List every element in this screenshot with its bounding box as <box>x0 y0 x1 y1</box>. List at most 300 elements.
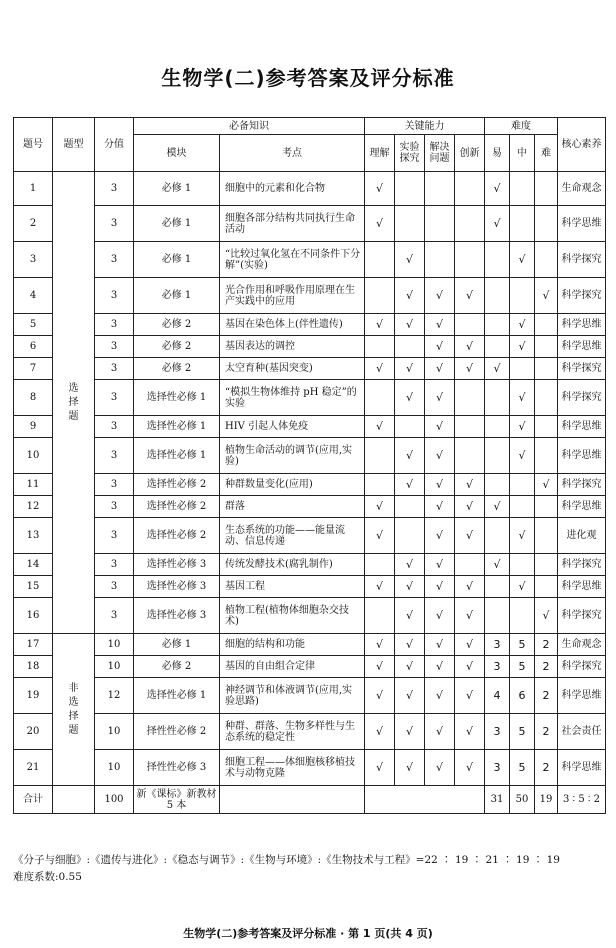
ability-understand: √ <box>365 314 395 336</box>
ability-solve: √ <box>425 474 455 496</box>
ability-solve: √ <box>425 634 455 656</box>
table-row <box>14 678 606 714</box>
question-number: 5 <box>14 314 53 336</box>
table-row <box>14 656 606 678</box>
knowledge-point: 基因表达的调控 <box>220 336 365 358</box>
ability-innovate: √ <box>455 634 485 656</box>
ability-solve: √ <box>425 576 455 598</box>
ability-innovate: √ <box>455 518 485 554</box>
difficulty-easy: √ <box>485 554 510 576</box>
header-hard: 难 <box>535 135 558 172</box>
ability-understand: √ <box>365 518 395 554</box>
literacy-cell: 进化观 <box>558 518 606 554</box>
ability-understand: √ <box>365 634 395 656</box>
knowledge-point: “比较过氧化氢在不同条件下分解”(实验) <box>220 242 365 278</box>
question-number: 6 <box>14 336 53 358</box>
ability-solve: √ <box>425 750 455 786</box>
table-row <box>14 380 606 416</box>
difficulty-easy: √ <box>485 206 510 242</box>
difficulty-easy: 3 <box>485 750 510 786</box>
ability-understand: √ <box>365 172 395 206</box>
score-cell: 3 <box>95 438 134 474</box>
question-number: 10 <box>14 438 53 474</box>
ability-innovate <box>455 242 485 278</box>
table-row <box>14 576 606 598</box>
question-number: 16 <box>14 598 53 634</box>
difficulty-easy: 3 <box>485 634 510 656</box>
ability-experiment: √ <box>395 554 425 576</box>
literacy-cell: 科学思维 <box>558 496 606 518</box>
ability-understand: √ <box>365 358 395 380</box>
module-cell: 选择性必修 3 <box>134 576 220 598</box>
score-cell: 3 <box>95 518 134 554</box>
question-number: 19 <box>14 678 53 714</box>
header-type: 题型 <box>53 118 95 172</box>
literacy-cell: 生命观念 <box>558 634 606 656</box>
ability-understand <box>365 336 395 358</box>
ability-solve: √ <box>425 314 455 336</box>
header-qno: 题号 <box>14 118 53 172</box>
difficulty-mid <box>510 496 535 518</box>
question-number: 1 <box>14 172 53 206</box>
ability-understand <box>365 598 395 634</box>
header-easy: 易 <box>485 135 510 172</box>
module-cell: 必修 2 <box>134 336 220 358</box>
difficulty-hard <box>535 416 558 438</box>
score-cell: 12 <box>95 678 134 714</box>
table-row <box>14 598 606 634</box>
module-cell: 选择性必修 1 <box>134 416 220 438</box>
header-difficulty: 难度 <box>485 118 558 135</box>
ability-solve: √ <box>425 278 455 314</box>
score-cell: 3 <box>95 206 134 242</box>
ability-innovate <box>455 314 485 336</box>
difficulty-easy <box>485 242 510 278</box>
knowledge-point: “模拟生物体维持 pH 稳定”的实验 <box>220 380 365 416</box>
difficulty-easy: 3 <box>485 656 510 678</box>
module-cell: 必修 1 <box>134 242 220 278</box>
table-row <box>14 336 606 358</box>
difficulty-hard <box>535 438 558 474</box>
table-row <box>14 206 606 242</box>
difficulty-mid: 5 <box>510 634 535 656</box>
header-innovate: 创新 <box>455 135 485 172</box>
ability-innovate <box>455 554 485 576</box>
difficulty-easy <box>485 438 510 474</box>
table-row <box>14 474 606 496</box>
question-number: 20 <box>14 714 53 750</box>
total-point <box>220 786 365 814</box>
ability-innovate: √ <box>455 358 485 380</box>
ability-understand <box>365 278 395 314</box>
table-row <box>14 416 606 438</box>
knowledge-point: 植物生命活动的调节(应用,实验) <box>220 438 365 474</box>
ability-solve: √ <box>425 496 455 518</box>
page-title: 生物学(二)参考答案及评分标准 <box>161 66 455 90</box>
total-label: 合计 <box>14 786 53 814</box>
ability-experiment: √ <box>395 714 425 750</box>
ability-solve: √ <box>425 438 455 474</box>
difficulty-easy: √ <box>485 172 510 206</box>
difficulty-easy <box>485 474 510 496</box>
ability-experiment: √ <box>395 438 425 474</box>
total-module: 新《课标》新教材 5 本 <box>134 786 220 814</box>
ability-understand <box>365 474 395 496</box>
ability-innovate <box>455 416 485 438</box>
header-score: 分值 <box>95 118 134 172</box>
difficulty-hard: √ <box>535 474 558 496</box>
total-mid: 50 <box>510 786 535 814</box>
question-number: 13 <box>14 518 53 554</box>
difficulty-mid: √ <box>510 576 535 598</box>
table-row <box>14 750 606 786</box>
ability-understand <box>365 438 395 474</box>
score-cell: 3 <box>95 576 134 598</box>
notes <box>13 852 605 886</box>
difficulty-hard: 2 <box>535 678 558 714</box>
ability-experiment: √ <box>395 598 425 634</box>
ability-innovate: √ <box>455 336 485 358</box>
table-row <box>14 714 606 750</box>
ability-understand <box>365 554 395 576</box>
module-cell: 选择性必修 3 <box>134 598 220 634</box>
question-number: 3 <box>14 242 53 278</box>
ability-experiment <box>395 206 425 242</box>
knowledge-point: 神经调节和体液调节(应用,实验思路) <box>220 678 365 714</box>
question-number: 15 <box>14 576 53 598</box>
module-cell: 必修 1 <box>134 172 220 206</box>
ability-solve: √ <box>425 380 455 416</box>
ability-experiment: √ <box>395 380 425 416</box>
score-cell: 3 <box>95 172 134 206</box>
score-cell: 3 <box>95 496 134 518</box>
total-ability <box>365 786 485 814</box>
module-cell: 选择性必修 2 <box>134 496 220 518</box>
question-number: 18 <box>14 656 53 678</box>
difficulty-easy <box>485 416 510 438</box>
knowledge-point: 太空育种(基因突变) <box>220 358 365 380</box>
difficulty-mid: √ <box>510 438 535 474</box>
difficulty-coefficient: 难度系数:0.55 <box>13 871 82 883</box>
module-cell: 必修 2 <box>134 314 220 336</box>
ability-experiment <box>395 336 425 358</box>
knowledge-point: 光合作用和呼吸作用原理在生产实践中的应用 <box>220 278 365 314</box>
score-cell: 3 <box>95 358 134 380</box>
table-row <box>14 278 606 314</box>
ability-understand: √ <box>365 576 395 598</box>
literacy-cell: 科学思维 <box>558 336 606 358</box>
ability-experiment: √ <box>395 576 425 598</box>
ability-experiment: √ <box>395 678 425 714</box>
score-cell: 3 <box>95 554 134 576</box>
table-row <box>14 634 606 656</box>
difficulty-mid <box>510 172 535 206</box>
score-cell: 3 <box>95 278 134 314</box>
difficulty-mid: √ <box>510 314 535 336</box>
difficulty-easy <box>485 278 510 314</box>
question-number: 14 <box>14 554 53 576</box>
question-number: 8 <box>14 380 53 416</box>
ability-innovate: √ <box>455 598 485 634</box>
question-number: 7 <box>14 358 53 380</box>
ability-innovate: √ <box>455 656 485 678</box>
difficulty-hard: √ <box>535 278 558 314</box>
header-essential: 必备知识 <box>134 118 365 135</box>
ability-understand <box>365 242 395 278</box>
module-cell: 必修 2 <box>134 358 220 380</box>
ability-understand: √ <box>365 416 395 438</box>
difficulty-mid <box>510 474 535 496</box>
difficulty-hard <box>535 336 558 358</box>
literacy-cell: 科学思维 <box>558 416 606 438</box>
difficulty-mid <box>510 598 535 634</box>
literacy-cell: 科学探究 <box>558 358 606 380</box>
header-mid: 中 <box>510 135 535 172</box>
ability-solve: √ <box>425 656 455 678</box>
literacy-cell: 科学探究 <box>558 380 606 416</box>
module-cell: 择性性必修 2 <box>134 714 220 750</box>
total-ratio: 3 ∶ 5 ∶ 2 <box>558 786 606 814</box>
ability-experiment: √ <box>395 634 425 656</box>
difficulty-hard <box>535 380 558 416</box>
ability-innovate <box>455 438 485 474</box>
ability-understand: √ <box>365 656 395 678</box>
header-key-ability: 关键能力 <box>365 118 485 135</box>
score-cell: 3 <box>95 474 134 496</box>
header-understand: 理解 <box>365 135 395 172</box>
difficulty-hard: 2 <box>535 714 558 750</box>
table-row <box>14 358 606 380</box>
ability-solve: √ <box>425 554 455 576</box>
ability-innovate: √ <box>455 714 485 750</box>
knowledge-point: 生态系统的功能——能量流动、信息传递 <box>220 518 365 554</box>
question-type: 非选择题 <box>53 634 95 786</box>
module-cell: 必修 1 <box>134 278 220 314</box>
ability-innovate: √ <box>455 576 485 598</box>
total-easy: 31 <box>485 786 510 814</box>
difficulty-hard <box>535 206 558 242</box>
ability-understand: √ <box>365 206 395 242</box>
score-cell: 10 <box>95 714 134 750</box>
module-cell: 选择性必修 1 <box>134 438 220 474</box>
ability-solve: √ <box>425 714 455 750</box>
score-cell: 3 <box>95 336 134 358</box>
question-number: 2 <box>14 206 53 242</box>
ability-solve: √ <box>425 416 455 438</box>
table-row <box>14 438 606 474</box>
table-row <box>14 314 606 336</box>
difficulty-easy <box>485 314 510 336</box>
ability-experiment: √ <box>395 242 425 278</box>
knowledge-point: 细胞各部分结构共同执行生命活动 <box>220 206 365 242</box>
difficulty-mid: 5 <box>510 714 535 750</box>
difficulty-hard <box>535 554 558 576</box>
answer-table <box>13 117 606 814</box>
ability-innovate: √ <box>455 496 485 518</box>
question-number: 11 <box>14 474 53 496</box>
module-cell: 必修 1 <box>134 206 220 242</box>
difficulty-easy: √ <box>485 358 510 380</box>
module-cell: 必修 2 <box>134 656 220 678</box>
ability-solve: √ <box>425 598 455 634</box>
knowledge-point: HIV 引起人体免疫 <box>220 416 365 438</box>
module-cell: 选择性必修 3 <box>134 554 220 576</box>
knowledge-point: 基因在染色体上(伴性遗传) <box>220 314 365 336</box>
ability-innovate <box>455 206 485 242</box>
ability-experiment: √ <box>395 278 425 314</box>
knowledge-point: 植物工程(植物体细胞杂交技术) <box>220 598 365 634</box>
difficulty-mid: √ <box>510 336 535 358</box>
literacy-cell: 科学思维 <box>558 206 606 242</box>
knowledge-point: 细胞中的元素和化合物 <box>220 172 365 206</box>
literacy-cell: 科学思维 <box>558 576 606 598</box>
knowledge-point: 种群数量变化(应用) <box>220 474 365 496</box>
ability-understand: √ <box>365 750 395 786</box>
ability-experiment <box>395 172 425 206</box>
difficulty-mid <box>510 554 535 576</box>
difficulty-easy <box>485 336 510 358</box>
score-cell: 3 <box>95 416 134 438</box>
total-type <box>53 786 95 814</box>
ability-experiment <box>395 518 425 554</box>
ability-innovate <box>455 380 485 416</box>
ability-solve: √ <box>425 358 455 380</box>
difficulty-mid: 5 <box>510 656 535 678</box>
table-row <box>14 518 606 554</box>
difficulty-easy: 4 <box>485 678 510 714</box>
header-module: 模块 <box>134 135 220 172</box>
score-cell: 10 <box>95 656 134 678</box>
difficulty-easy <box>485 598 510 634</box>
literacy-cell: 科学思维 <box>558 314 606 336</box>
header-solve: 解决问题 <box>425 135 455 172</box>
ability-experiment: √ <box>395 750 425 786</box>
difficulty-mid: √ <box>510 416 535 438</box>
ability-solve <box>425 242 455 278</box>
question-number: 17 <box>14 634 53 656</box>
literacy-cell: 生命观念 <box>558 172 606 206</box>
difficulty-mid <box>510 278 535 314</box>
question-type: 选择题 <box>53 172 95 634</box>
score-cell: 3 <box>95 242 134 278</box>
difficulty-hard <box>535 518 558 554</box>
literacy-cell: 科学思维 <box>558 750 606 786</box>
knowledge-point: 群落 <box>220 496 365 518</box>
question-number: 4 <box>14 278 53 314</box>
score-cell: 10 <box>95 750 134 786</box>
question-number: 21 <box>14 750 53 786</box>
knowledge-point: 基因的自由组合定律 <box>220 656 365 678</box>
ability-experiment: √ <box>395 314 425 336</box>
literacy-cell: 科学思维 <box>558 438 606 474</box>
module-cell: 择性性必修 3 <box>134 750 220 786</box>
ability-solve <box>425 206 455 242</box>
difficulty-mid <box>510 358 535 380</box>
score-cell: 3 <box>95 598 134 634</box>
literacy-cell: 科学探究 <box>558 656 606 678</box>
difficulty-mid <box>510 206 535 242</box>
difficulty-hard <box>535 496 558 518</box>
literacy-cell: 科学探究 <box>558 598 606 634</box>
difficulty-mid: 5 <box>510 750 535 786</box>
score-cell: 3 <box>95 380 134 416</box>
question-number: 12 <box>14 496 53 518</box>
ability-innovate: √ <box>455 678 485 714</box>
module-cell: 选择性必修 2 <box>134 518 220 554</box>
knowledge-point: 基因工程 <box>220 576 365 598</box>
difficulty-hard: √ <box>535 598 558 634</box>
header-point: 考点 <box>220 135 365 172</box>
difficulty-hard <box>535 576 558 598</box>
difficulty-hard <box>535 172 558 206</box>
difficulty-mid: 6 <box>510 678 535 714</box>
total-hard: 19 <box>535 786 558 814</box>
literacy-cell: 科学思维 <box>558 678 606 714</box>
ability-experiment <box>395 416 425 438</box>
knowledge-point: 细胞的结构和功能 <box>220 634 365 656</box>
difficulty-hard <box>535 358 558 380</box>
difficulty-mid: √ <box>510 242 535 278</box>
difficulty-easy: 3 <box>485 714 510 750</box>
knowledge-point: 细胞工程——体细胞核移植技术与动物克隆 <box>220 750 365 786</box>
ability-solve: √ <box>425 518 455 554</box>
header-experiment: 实验探究 <box>395 135 425 172</box>
table-row <box>14 242 606 278</box>
ability-innovate <box>455 172 485 206</box>
difficulty-hard <box>535 242 558 278</box>
table-row <box>14 554 606 576</box>
knowledge-point: 传统发酵技术(腐乳制作) <box>220 554 365 576</box>
ability-innovate: √ <box>455 750 485 786</box>
question-number: 9 <box>14 416 53 438</box>
ability-solve: √ <box>425 336 455 358</box>
ability-experiment <box>395 496 425 518</box>
ability-experiment: √ <box>395 474 425 496</box>
module-cell: 选择性必修 1 <box>134 678 220 714</box>
page-footer: 生物学(二)参考答案及评分标准 · 第 1 页(共 4 页) <box>183 927 433 940</box>
module-cell: 选择性必修 2 <box>134 474 220 496</box>
difficulty-mid: √ <box>510 380 535 416</box>
score-cell: 3 <box>95 314 134 336</box>
module-cell: 选择性必修 1 <box>134 380 220 416</box>
module-cell: 必修 1 <box>134 634 220 656</box>
difficulty-hard <box>535 314 558 336</box>
difficulty-easy <box>485 380 510 416</box>
ability-experiment: √ <box>395 656 425 678</box>
score-cell: 10 <box>95 634 134 656</box>
difficulty-hard: 2 <box>535 656 558 678</box>
difficulty-mid: √ <box>510 518 535 554</box>
literacy-cell: 科学探究 <box>558 554 606 576</box>
table-body <box>14 172 606 786</box>
ability-innovate: √ <box>455 474 485 496</box>
difficulty-easy <box>485 576 510 598</box>
difficulty-easy <box>485 518 510 554</box>
ability-understand <box>365 380 395 416</box>
literacy-cell: 科学探究 <box>558 474 606 496</box>
ability-solve <box>425 172 455 206</box>
ability-understand: √ <box>365 714 395 750</box>
ability-experiment: √ <box>395 358 425 380</box>
literacy-cell: 科学探究 <box>558 242 606 278</box>
table-row <box>14 496 606 518</box>
header-literacy: 核心素养 <box>558 118 606 172</box>
literacy-cell: 社会责任 <box>558 714 606 750</box>
ability-understand: √ <box>365 678 395 714</box>
difficulty-hard: 2 <box>535 750 558 786</box>
module-ratio-note: 《分子与细胞》:《遗传与进化》:《稳态与调节》:《生物与环境》:《生物技术与工程》=22 ∶ 19 ∶ 21 ∶ 19 ∶ 19 <box>13 854 560 866</box>
literacy-cell: 科学探究 <box>558 278 606 314</box>
